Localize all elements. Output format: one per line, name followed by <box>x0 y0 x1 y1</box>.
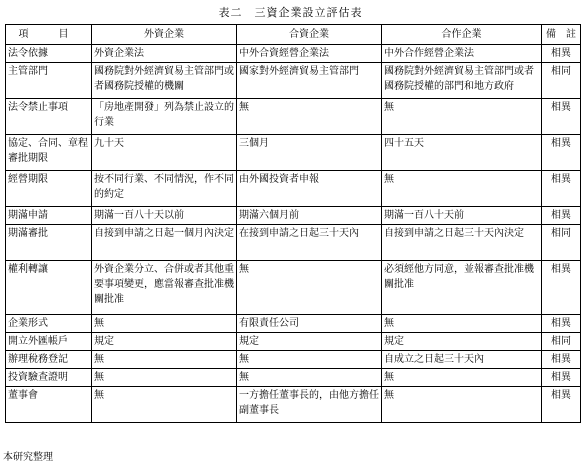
table-row <box>6 207 581 225</box>
cell-note: 相異 <box>542 135 581 171</box>
cell-note: 相異 <box>542 207 581 225</box>
cell-item: 投資驗查證明 <box>6 369 92 387</box>
header-item: 項 目 <box>6 25 92 45</box>
cell-note: 相異 <box>542 171 581 207</box>
cell-coop: 無 <box>382 315 542 333</box>
cell-item: 協定、合同、章程審批期限 <box>6 135 92 171</box>
cell-item: 企業形式 <box>6 315 92 333</box>
cell-note: 相異 <box>542 387 581 423</box>
table-body <box>6 45 581 423</box>
cell-joint: 規定 <box>237 333 382 351</box>
header-coop: 合作企業 <box>382 25 542 45</box>
cell-joint: 中外合資經營企業法 <box>237 45 382 63</box>
cell-item: 權利轉讓 <box>6 261 92 315</box>
cell-coop: 自成立之日起三十天內 <box>382 351 542 369</box>
table-row <box>6 171 581 207</box>
cell-item: 主管部門 <box>6 63 92 99</box>
cell-joint: 在接到申請之日起三十天內 <box>237 225 382 261</box>
cell-foreign: 「房地產開發」列為禁止設立的行業 <box>92 99 237 135</box>
table-row <box>6 225 581 261</box>
cell-note: 相異 <box>542 45 581 63</box>
cell-item: 期滿申請 <box>6 207 92 225</box>
cell-coop: 中外合作經營企業法 <box>382 45 542 63</box>
header-note: 備 註 <box>542 25 581 45</box>
table-row <box>6 135 581 171</box>
cell-joint: 由外國投資者申報 <box>237 171 382 207</box>
evaluation-table <box>5 24 581 423</box>
cell-note: 相同 <box>542 225 581 261</box>
cell-coop: 自接到申請之日起三十天內決定 <box>382 225 542 261</box>
cell-joint: 一方擔任董事長的，由他方擔任副董事長 <box>237 387 382 423</box>
header-foreign: 外資企業 <box>92 25 237 45</box>
cell-foreign: 期滿一百八十天以前 <box>92 207 237 225</box>
cell-foreign: 國務院對外經濟貿易主管部門或者國務院授權的機關 <box>92 63 237 99</box>
cell-item: 期滿審批 <box>6 225 92 261</box>
cell-foreign: 無 <box>92 351 237 369</box>
cell-joint: 無 <box>237 99 382 135</box>
header-joint: 合資企業 <box>237 25 382 45</box>
table-row <box>6 63 581 99</box>
cell-item: 開立外匯帳戶 <box>6 333 92 351</box>
cell-note: 相同 <box>542 333 581 351</box>
table-row <box>6 45 581 63</box>
cell-joint: 有限責任公司 <box>237 315 382 333</box>
cell-item: 經營期限 <box>6 171 92 207</box>
cell-item: 董事會 <box>6 387 92 423</box>
cell-note: 相異 <box>542 369 581 387</box>
cell-coop: 無 <box>382 369 542 387</box>
cell-joint: 無 <box>237 351 382 369</box>
cell-joint: 三個月 <box>237 135 382 171</box>
table-row <box>6 351 581 369</box>
table-row <box>6 333 581 351</box>
cell-coop: 無 <box>382 387 542 423</box>
cell-item: 辦理稅務登記 <box>6 351 92 369</box>
cell-coop: 四十五天 <box>382 135 542 171</box>
table-row <box>6 261 581 315</box>
cell-foreign: 九十天 <box>92 135 237 171</box>
cell-note: 相異 <box>542 315 581 333</box>
cell-joint: 無 <box>237 261 382 315</box>
cell-coop: 無 <box>382 99 542 135</box>
table-row <box>6 387 581 423</box>
cell-coop: 必須經他方同意，並報審查批准機關批准 <box>382 261 542 315</box>
cell-foreign: 無 <box>92 315 237 333</box>
cell-note: 相同 <box>542 63 581 99</box>
table-title: 表二 三資企業設立評估表 <box>218 6 363 19</box>
cell-joint: 無 <box>237 369 382 387</box>
table-row <box>6 99 581 135</box>
cell-note: 相異 <box>542 351 581 369</box>
cell-joint: 期滿六個月前 <box>237 207 382 225</box>
table-row <box>6 315 581 333</box>
cell-foreign: 無 <box>92 387 237 423</box>
cell-note: 相異 <box>542 99 581 135</box>
cell-item: 法令依據 <box>6 45 92 63</box>
cell-coop: 規定 <box>382 333 542 351</box>
cell-coop: 無 <box>382 171 542 207</box>
cell-foreign: 規定 <box>92 333 237 351</box>
cell-foreign: 無 <box>92 369 237 387</box>
header-row <box>6 25 581 45</box>
table-row <box>6 369 581 387</box>
cell-coop: 期滿一百八十天前 <box>382 207 542 225</box>
cell-coop: 國務院對外經濟貿易主管部門或者國務院授權的部門和地方政府 <box>382 63 542 99</box>
cell-foreign: 外資企業法 <box>92 45 237 63</box>
cell-joint: 國家對外經濟貿易主管部門 <box>237 63 382 99</box>
cell-item: 法令禁止事項 <box>6 99 92 135</box>
cell-foreign: 外資企業分立、合併或者其他重要事項變更，應當報審查批准機關批准 <box>92 261 237 315</box>
source-note: 本研究整理 <box>3 452 53 463</box>
cell-note: 相異 <box>542 261 581 315</box>
cell-foreign: 自接到申請之日起一個月內決定 <box>92 225 237 261</box>
cell-foreign: 按不同行業、不同情況，作不同的約定 <box>92 171 237 207</box>
